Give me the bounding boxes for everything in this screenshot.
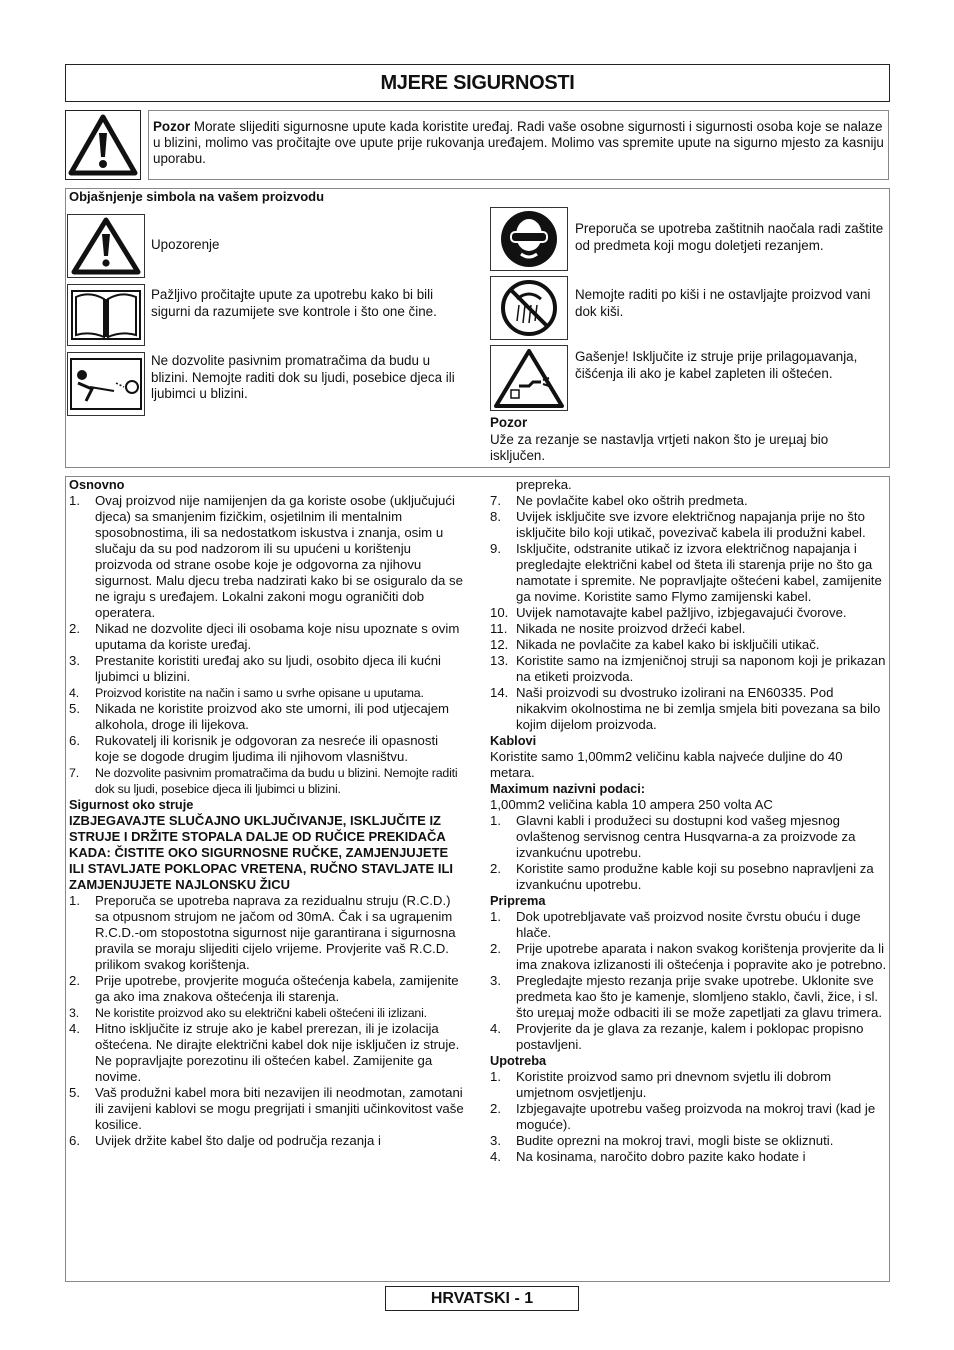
- list-item-text: Nikad ne dozvolite djeci ili osobama koje nisu upoznate s ovim uputama da koriste uređaj.: [95, 621, 460, 652]
- kablovi-text: Koristite samo 1,00mm2 veličinu kabla najveće duljine do 40 metara.: [490, 749, 843, 780]
- list-item-text: Isključite, odstranite utikač iz izvora električnog napajanja i pregledajte električni kabel od šteta ili starenja prije no što ga namotate i spremite. Ne popravljajte oštećeni kabel, zamijenite ga novime. Koristite samo Flymo zamijenski kabel.: [516, 541, 882, 604]
- list-item-text: Glavni kabli i produžeci su dostupni kod vašeg mjesnog ovlaštenog servisnog centra Husqvarna-a za proizvode za izvankućnu upotrebu.: [516, 813, 856, 860]
- list-item: [69, 493, 465, 621]
- intro-warning-text: [148, 110, 889, 180]
- list-item-number: 12.: [490, 637, 509, 652]
- list-item-number: 1.: [69, 493, 80, 508]
- list-item-number: 2.: [69, 621, 80, 636]
- open-book-icon: [67, 284, 145, 346]
- safety-goggles-icon: [490, 207, 568, 271]
- list-item-text: Preporuča se upotreba naprava za rezidualnu struju (R.C.D.) sa otpusnom strujom ne jačom od 30mA. Čak i sa ugraµenim R.C.D.-om stopostotna sigurnost nije garantirana i sigurnosna pravila se moraju slijediti cijelo vrijeme. Provjerite vaš R.C.D. prilikom svakog korištenja.: [95, 893, 456, 972]
- symbol-text-bystanders: Ne dozvolite pasivnim promatračima da budu u blizini. Nemojte raditi dok su ljudi, posebice djeca ili ljubimci u blizini.: [151, 353, 455, 401]
- list-item-text: Prije upotrebe, provjerite moguća oštećenja kabela, zamijenite ga ako ima znakova oštećenja ili starenja.: [95, 973, 459, 1004]
- list-item-text: Koristite samo na izmjeničnoj struji sa naponom koji je prikazan na etiketi proizvoda.: [516, 653, 886, 684]
- continued-text: prepreka.: [516, 477, 572, 492]
- list-item-text: Prestanite koristiti uređaj ako su ljudi, osobito djeca ili kućni ljubimci u blizini.: [95, 653, 441, 684]
- list-item-number: 4.: [490, 1149, 501, 1164]
- list-item: [69, 1133, 465, 1149]
- upotreba-list: [490, 1069, 888, 1165]
- list-item-number: 3.: [490, 973, 501, 988]
- pozor-label: Pozor: [153, 119, 191, 134]
- list-item-number: 10.: [490, 605, 509, 620]
- list-item-number: 1.: [490, 813, 501, 828]
- list-item: [69, 1005, 465, 1021]
- list-item-text: Provjerite da je glava za rezanje, kalem i poklopac propisno postavljeni.: [516, 1021, 864, 1052]
- list-item-number: 7.: [490, 493, 501, 508]
- list-item-text: Prije upotrebe aparata i nakon svakog korištenja provjerite da li ima znakova izlizanosti ili oštećenja i popravite ako je potrebno.: [516, 941, 887, 972]
- bystanders-distance-icon: [67, 352, 145, 416]
- list-item: [490, 621, 888, 637]
- list-item-text: Vaš produžni kabel mora biti nezavijen ili neodmotan, zamotani ili zavijeni kablovi se mogu pregrijati i smanjiti učinkovitost vaše kosilice.: [95, 1085, 464, 1132]
- page-title: MJERE SIGURNOSTI: [65, 64, 890, 102]
- list-item-text: Hitno isključite iz struje ako je kabel prerezan, ili je izolacija oštećena. Ne dirajte električni kabel dok nije isključen iz struje. Ne popravljajte porezotinu ili oštećen kabel. Zamijenite ga novime.: [95, 1021, 460, 1084]
- produzni-list: [490, 813, 888, 893]
- list-item-text: Pregledajte mjesto rezanja prije svake upotrebe. Uklonite sve predmeta kao što je kamenje, slomljeno staklo, čavli, žice, i sl. što ureµaj može odbaciti ili se može zapetljati za glavu trimera.: [516, 973, 883, 1020]
- list-item-number: 5.: [69, 1085, 80, 1100]
- list-item-number: 2.: [490, 1101, 501, 1116]
- list-item: [490, 1021, 888, 1053]
- list-item-text: Rukovatelj ili korisnik je odgovoran za nesreće ili opasnosti koje se dogode drugim ljudima ili njihovom vlasništvu.: [95, 733, 439, 764]
- symbol-text-unplug: Gašenje! Isključite iz struje prije prilagoµavanja, čišćenja ili ako je kabel zapleten ili oštećen.: [575, 349, 858, 381]
- section-heading-osnovno: Osnovno: [69, 477, 125, 492]
- list-item: [69, 973, 465, 1005]
- list-item-number: 11.: [490, 621, 508, 636]
- list-item: [490, 493, 888, 509]
- list-item: [490, 813, 888, 861]
- list-item: [490, 909, 888, 941]
- list-item: [490, 973, 888, 1021]
- list-item-text: Nikada ne povlačite za kabel kako bi isključili utikač.: [516, 637, 820, 652]
- section-heading-upotreba: Upotreba: [490, 1053, 547, 1068]
- pozor2-label: Pozor: [490, 415, 528, 430]
- right-column: [490, 477, 888, 1165]
- no-rain-icon: [490, 276, 568, 340]
- symbol-text-no-rain: Nemojte raditi po kiši i ne ostavljajte proizvod vani dok kiši.: [575, 287, 871, 319]
- list-item: [69, 1085, 465, 1133]
- list-item-number: 1.: [490, 909, 501, 924]
- list-item: [490, 1069, 888, 1101]
- list-item-number: 9.: [490, 541, 501, 556]
- list-item-text: Na kosinama, naročito dobro pazite kako hodate i: [516, 1149, 806, 1164]
- list-item: [490, 1101, 888, 1133]
- list-item-text: Koristite proizvod samo pri dnevnom svjetlu ili dobrom umjetnom osvjetljenju.: [516, 1069, 832, 1100]
- symbols-heading: Objašnjenje simbola na vašem proizvodu: [69, 189, 325, 204]
- symbol-text-warning: Upozorenje: [151, 237, 220, 252]
- list-item-number: 5.: [69, 701, 80, 716]
- list-item-text: Izbjegavajte upotrebu vašeg proizvoda na mokroj travi (kad je moguće).: [516, 1101, 876, 1132]
- left-column: [69, 477, 465, 1149]
- list-item-number: 3.: [490, 1133, 501, 1148]
- section-heading-struja: Sigurnost oko struje: [69, 797, 194, 812]
- struja-caps-warning: IZBJEGAVAJTE SLUČAJNO UKLJUČIVANJE, ISKLJUČITE IZ STRUJE I DRŽITE STOPALA DALJE OD RUČICE PREKIDAČA KADA: ČISTITE OKO SIGURNOSNE RUČKE, ZAMJENJUJETE ILI STAVLJATE POKLOPAC VRETENA, RUČNO STAVLJATE ILI ZAMJENJUJETE NAJLONSKU ŽICU: [69, 813, 453, 892]
- priprema-list: [490, 909, 888, 1053]
- symbol-text-read-manual: Pažljivo pročitajte upute za upotrebu kako bi bili sigurni da razumijete sve kontrole i što one čine.: [151, 287, 437, 319]
- list-item-text: Naši proizvodi su dvostruko izolirani na EN60335. Pod nikakvim okolnostima ne bi zemlja smjela biti povezana sa bilo kojim dijelom proizvoda.: [516, 685, 881, 732]
- list-item: [490, 1149, 888, 1165]
- list-item-number: 13.: [490, 653, 509, 668]
- list-item-text: Ovaj proizvod nije namijenjen da ga koriste osobe (uključujući djeca) sa smanjenim fizičkim, osjetilnim ili mentalnim sposobnostima, ili sa nedostatkom iskustva i znanja, osim u slučaju da su pod nadzorom ili su upućeni u korištenju proizvoda od strane osobe koje je odgovorna za njihovu sigurnost. Malu djecu treba nadzirati kako bi se osiguralo da se ne igraju s uređajem. Lokalni zakoni mogu ograničiti dob operatera.: [95, 493, 463, 620]
- warning-triangle-icon: [67, 214, 145, 278]
- unplug-icon: [490, 345, 568, 411]
- list-item: [490, 637, 888, 653]
- list-item-number: 2.: [69, 973, 80, 988]
- list-item: [69, 701, 465, 733]
- list-item-text: Ne koristite proizvod ako su električni kabeli oštećeni ili izlizani.: [95, 1006, 427, 1020]
- list-item: [490, 1133, 888, 1149]
- list-item-number: 1.: [490, 1069, 501, 1084]
- list-item-text: Ne dozvolite pasivnim promatračima da budu u blizini. Nemojte raditi dok su ljudi, posebice djeca ili ljubimci u blizini.: [95, 766, 458, 796]
- warning-triangle-icon: [65, 110, 141, 180]
- list-item-text: Ne povlačite kabel oko oštrih predmeta.: [516, 493, 748, 508]
- list-item-text: Uvijek držite kabel što dalje od područja rezanja i: [95, 1133, 381, 1148]
- list-item-number: 1.: [69, 893, 80, 908]
- list-item-number: 6.: [69, 1133, 80, 1148]
- list-item: [490, 653, 888, 685]
- list-item: [69, 1021, 465, 1085]
- list-item: [490, 861, 888, 893]
- section-heading-max: Maximum nazivni podaci:: [490, 781, 646, 796]
- list-item: [69, 733, 465, 765]
- list-item: [490, 605, 888, 621]
- list-item: [69, 621, 465, 653]
- list-item: [69, 893, 465, 973]
- pozor-rotating-line: [490, 415, 885, 465]
- list-item: [490, 541, 888, 605]
- list-item-text: Nikada ne koristite proizvod ako ste umorni, ili pod utjecajem alkohola, droge ili lijekova.: [95, 701, 450, 732]
- list-item: [490, 941, 888, 973]
- list-item-text: Budite oprezni na mokroj travi, mogli biste se okliznuti.: [516, 1133, 834, 1148]
- list-item-number: 4.: [490, 1021, 501, 1036]
- struja-list: [69, 893, 465, 1149]
- list-item-number: 3.: [69, 653, 80, 668]
- list-item: [490, 509, 888, 541]
- list-item-number: 7.: [69, 766, 79, 780]
- list-item-text: Koristite samo produžne kable koji su posebno napravljeni za izvankućnu upotrebu.: [516, 861, 874, 892]
- symbol-text-goggles: Preporuča se upotreba zaštitnih naočala radi zaštite od predmeta koji mogu doletjeti rezanjem.: [575, 221, 884, 253]
- list-item-text: Uvijek isključite sve izvore električnog napajanja prije no što isključite bilo koji utikač, povezivač kabela ili produžni kabel.: [516, 509, 866, 540]
- list-item-number: 6.: [69, 733, 80, 748]
- osnovno-list: [69, 493, 465, 797]
- pozor-text: Morate slijediti sigurnosne upute kada koristite uređaj. Radi vaše osobne sigurnosti i sigurnosti osoba koje se nalaze u blizini, molimo vas pročitajte ove upute prije rukovanja uređajem. Molimo vas spremite upute na sigurno mjesto za kasniju uporabu.: [153, 119, 884, 166]
- section-heading-priprema: Priprema: [490, 893, 546, 908]
- max-text: 1,00mm2 veličina kabla 10 ampera 250 volta AC: [490, 797, 773, 812]
- pozor2-text: Uže za rezanje se nastavlja vrtjeti nakon što je ureµaj bio isključen.: [490, 431, 829, 463]
- list-item: [69, 765, 465, 797]
- list-item: [490, 685, 888, 733]
- list-item-number: 3.: [69, 1006, 79, 1020]
- list-item-text: Nikada ne nosite proizvod držeći kabel.: [516, 621, 746, 636]
- list-item: [69, 653, 465, 685]
- page-footer: HRVATSKI - 1: [385, 1286, 579, 1311]
- list-item-number: 4.: [69, 1021, 80, 1036]
- list-item-number: 14.: [490, 685, 509, 700]
- list-item-text: Uvijek namotavajte kabel pažljivo, izbjegavajući čvorove.: [516, 605, 847, 620]
- list-item-text: Proizvod koristite na način i samo u svrhe opisane u uputama.: [95, 686, 424, 700]
- list-item-text: Dok upotrebljavate vaš proizvod nosite čvrstu obuću i duge hlače.: [516, 909, 861, 940]
- list-item-number: 2.: [490, 941, 501, 956]
- list-item-number: 2.: [490, 861, 501, 876]
- list-item-number: 8.: [490, 509, 501, 524]
- kabel-list: [490, 493, 888, 733]
- section-heading-kablovi: Kablovi: [490, 733, 537, 748]
- list-item: [69, 685, 465, 701]
- list-item-number: 4.: [69, 686, 79, 700]
